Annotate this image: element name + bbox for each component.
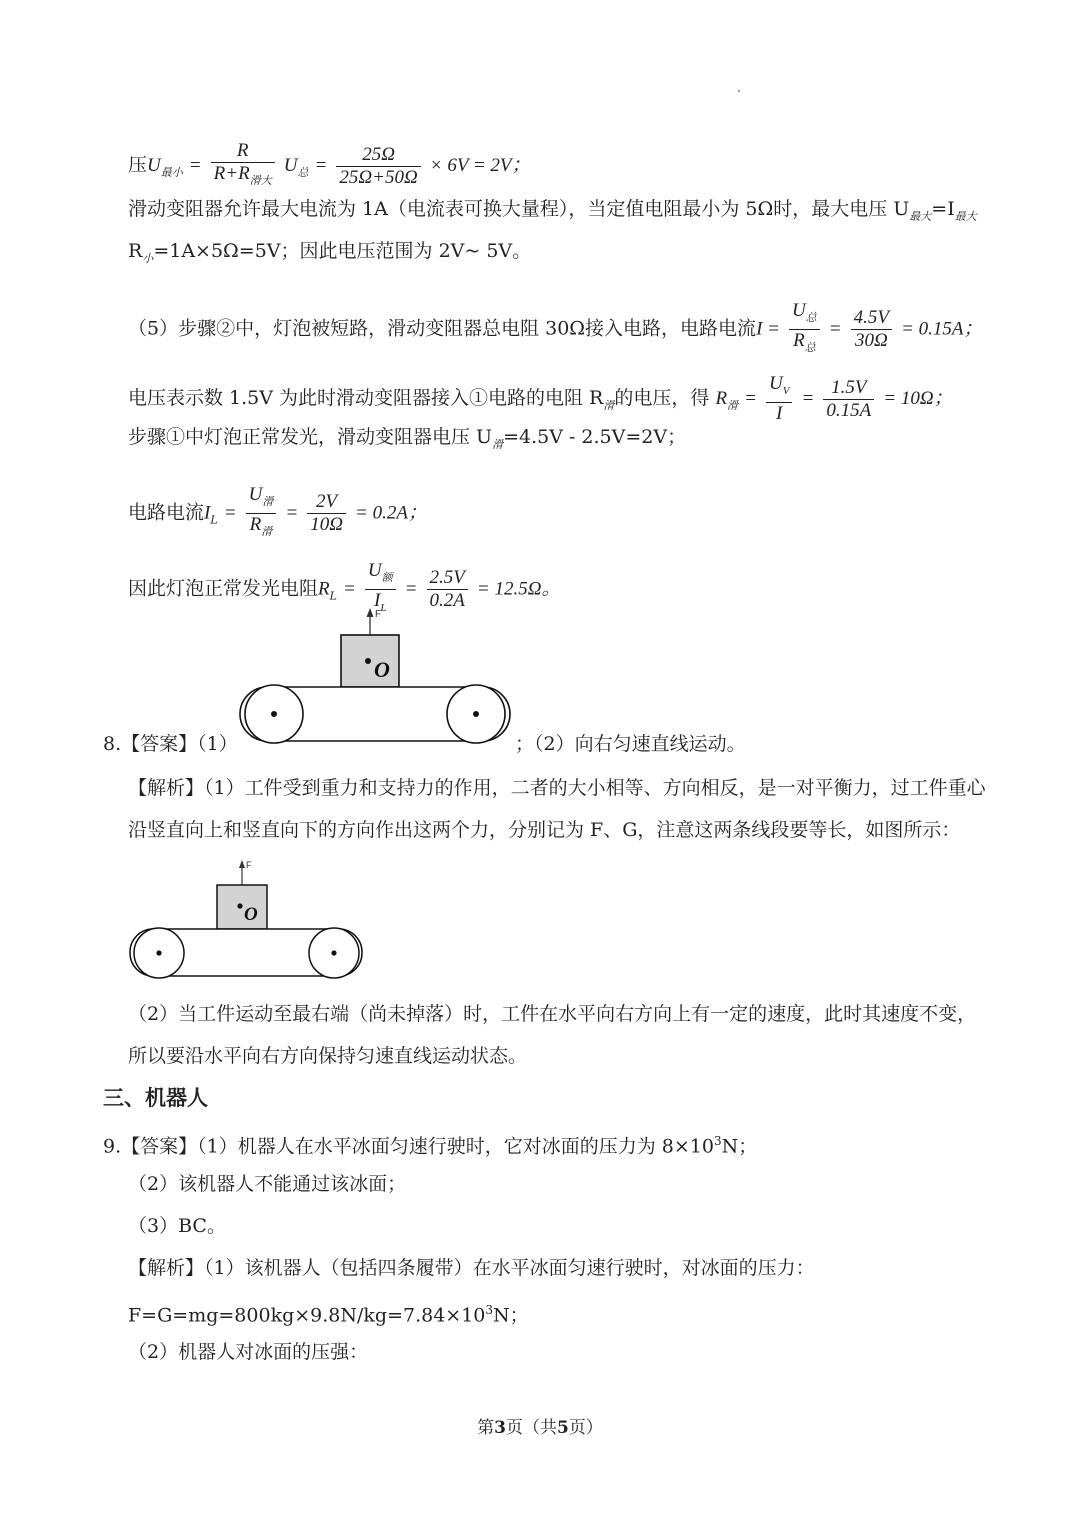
page-footer: 第3页（共5页）: [477, 1418, 603, 1438]
explain-8-line-2: 沿竖直向上和竖直向下的方向作出这两个力，分别记为 F、G，注意这两条线段要等长，如图所示：: [128, 819, 961, 841]
conveyor-diagram-1: [238, 604, 513, 744]
formula-line-5: 电压表示数 1.5V 为此时滑动变阻器接入①电路的电阻 $R_滑$的电压，得 $R_滑$ = $\frac{U_V}{I}$ = $\frac{1.5V}{0.15A}$ = 10Ω；: [128, 373, 953, 424]
answer-9-line-2: （2）该机器人不能通过该冰面；: [128, 1173, 407, 1195]
scan-dot: [738, 90, 740, 92]
explain-8-line-3: （2）当工件运动至最右端（尚未掉落）时，工件在水平向右方向上有一定的速度，此时其速度不变，: [128, 1003, 977, 1025]
formula-line-4: （5）步骤②中，灯泡被短路，滑动变阻器总电阻 30Ω接入电路，电路电流I = $\frac{U_总}{R_总}$ = $\frac{4.5V}{30\Omega}$ = 0.15A；: [128, 300, 983, 354]
explain-8-line-4: 所以要沿水平向右方向保持匀速直线运动状态。: [128, 1045, 528, 1067]
formula-line-8: 因此灯泡正常发光电阻$R_L$ = $\frac{U_额}{I_L}$ = $\frac{2.5V}{0.2A}$ = 12.5Ω。: [128, 560, 561, 614]
conveyor-diagram-2: [128, 856, 368, 980]
text-line-6: 步骤①中灯泡正常发光，滑动变阻器电压 $U_滑=4.5V - 2.5V=2V$；: [128, 426, 687, 451]
explain-9-line-3: （2）机器人对冰面的压强：: [128, 1341, 369, 1363]
answer-8-suffix: ；（2）向右匀速直线运动。: [515, 733, 746, 755]
svg-text:O: O: [244, 904, 258, 925]
explain-8-line-1: 【解析】（1）工件受到重力和支持力的作用，二者的大小相等、方向相反，是一对平衡力，过工件重心: [128, 777, 986, 799]
explain-9-line-1: 【解析】（1）该机器人（包括四条履带）在水平冰面匀速行驶时，对冰面的压力：: [128, 1257, 815, 1279]
answer-9-line-1: 9.【答案】（1）机器人在水平冰面匀速行驶时，它对冰面的压力为 $8\times 10^3N$；: [103, 1134, 758, 1158]
answer-9-line-3: （3）BC。: [128, 1215, 226, 1237]
explain-9-line-2: $F=G=mg=800kg\times 9.8N/kg=7.84\times 10^3N$；: [128, 1303, 529, 1327]
answer-8-prefix: 8.【答案】（1）: [103, 733, 238, 755]
force-F-label: F: [375, 609, 382, 620]
text-line-2: 滑动变阻器允许最大电流为 1A（电流表可换大量程），当定值电阻最小为 5Ω时，最大电压 $U_{最大}=I_{最大}$: [128, 198, 977, 223]
text-line-3: $R_小=1A\times 5\Omega=5V$；因此电压范围为 2V~ 5V。: [128, 240, 532, 265]
section-3-heading: 三、机器人: [103, 1085, 208, 1110]
formula-line-7: 电路电流$I_L$ = $\frac{U_滑}{R_滑}$ = $\frac{2V}{10\Omega}$ = 0.2A；: [128, 484, 427, 538]
force-F-label-2: F: [246, 860, 252, 870]
svg-text:O: O: [374, 657, 390, 682]
formula-line-1: 压$U_{最小}$ = $\frac{R}{R+R_{滑大}}$ $U_总$ = $\frac{25\Omega}{25\Omega+50\Omega}$ × 6V = 2V；: [128, 140, 531, 188]
